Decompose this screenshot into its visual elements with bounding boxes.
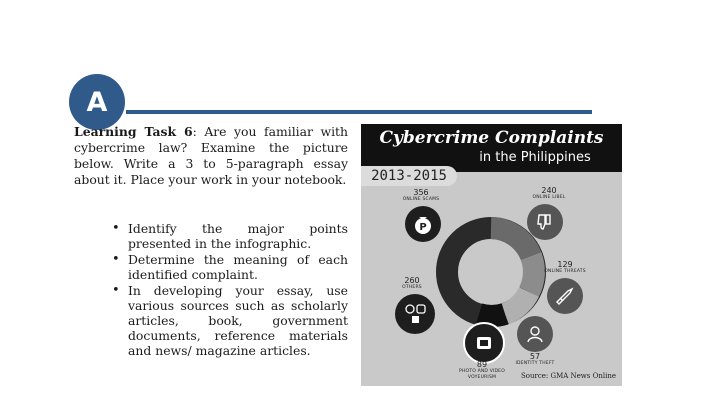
donut-segment-libel <box>491 228 531 256</box>
bullet-item: • Identify the major points presented in the infographic. <box>108 221 348 251</box>
svg-text:P: P <box>419 222 427 233</box>
bullet-list <box>108 221 348 359</box>
person-icon <box>517 316 553 352</box>
donut-segment-threats <box>529 256 534 292</box>
stat-others: 260 OTHERS <box>402 276 422 290</box>
donut-segment-identity <box>505 292 529 314</box>
task-instructions: : Are you familiar with cybercrime law? Examine the picture below. Write a 3 to 5-paragraph essay about it. Place your work in your notebook. <box>74 124 348 187</box>
money-bag-icon <box>405 206 441 242</box>
video-icon <box>463 322 505 364</box>
stat-scams: 356 ONLINE SCAMS <box>402 188 440 202</box>
infographic-subtitle: in the Philippines <box>479 150 591 165</box>
knife-icon <box>547 278 583 314</box>
stat-identity: 57 IDENTITY THEFT <box>515 352 555 366</box>
infographic-title: Cybercrime Complaints <box>379 128 604 148</box>
stat-voyeurism: 89 PHOTO AND VIDEO VOYEURISM <box>459 360 505 380</box>
thumbs-down-icon <box>527 204 563 240</box>
donut-segment-voyeurism <box>479 314 505 316</box>
header-rule <box>126 110 592 114</box>
stat-libel: 240 ONLINE LIBEL <box>532 186 566 200</box>
year-range: 2013-2015 <box>361 166 457 186</box>
section-badge: A <box>69 74 125 130</box>
social-media-icon <box>395 294 435 334</box>
learning-task-text <box>74 124 348 188</box>
infographic <box>361 124 622 386</box>
infographic-header <box>361 124 622 172</box>
source-credit: Source: GMA News Online <box>520 372 616 380</box>
stat-threats: 129 ONLINE THREATS <box>544 260 586 274</box>
task-heading: Learning Task 6 <box>74 124 193 139</box>
bullet-item: • Determine the meaning of each identified complaint. <box>108 252 348 282</box>
bullet-item: • In developing your essay, use various sources such as scholarly articles, book, government documents, reference materials and news/ magazine articles. <box>108 283 348 358</box>
